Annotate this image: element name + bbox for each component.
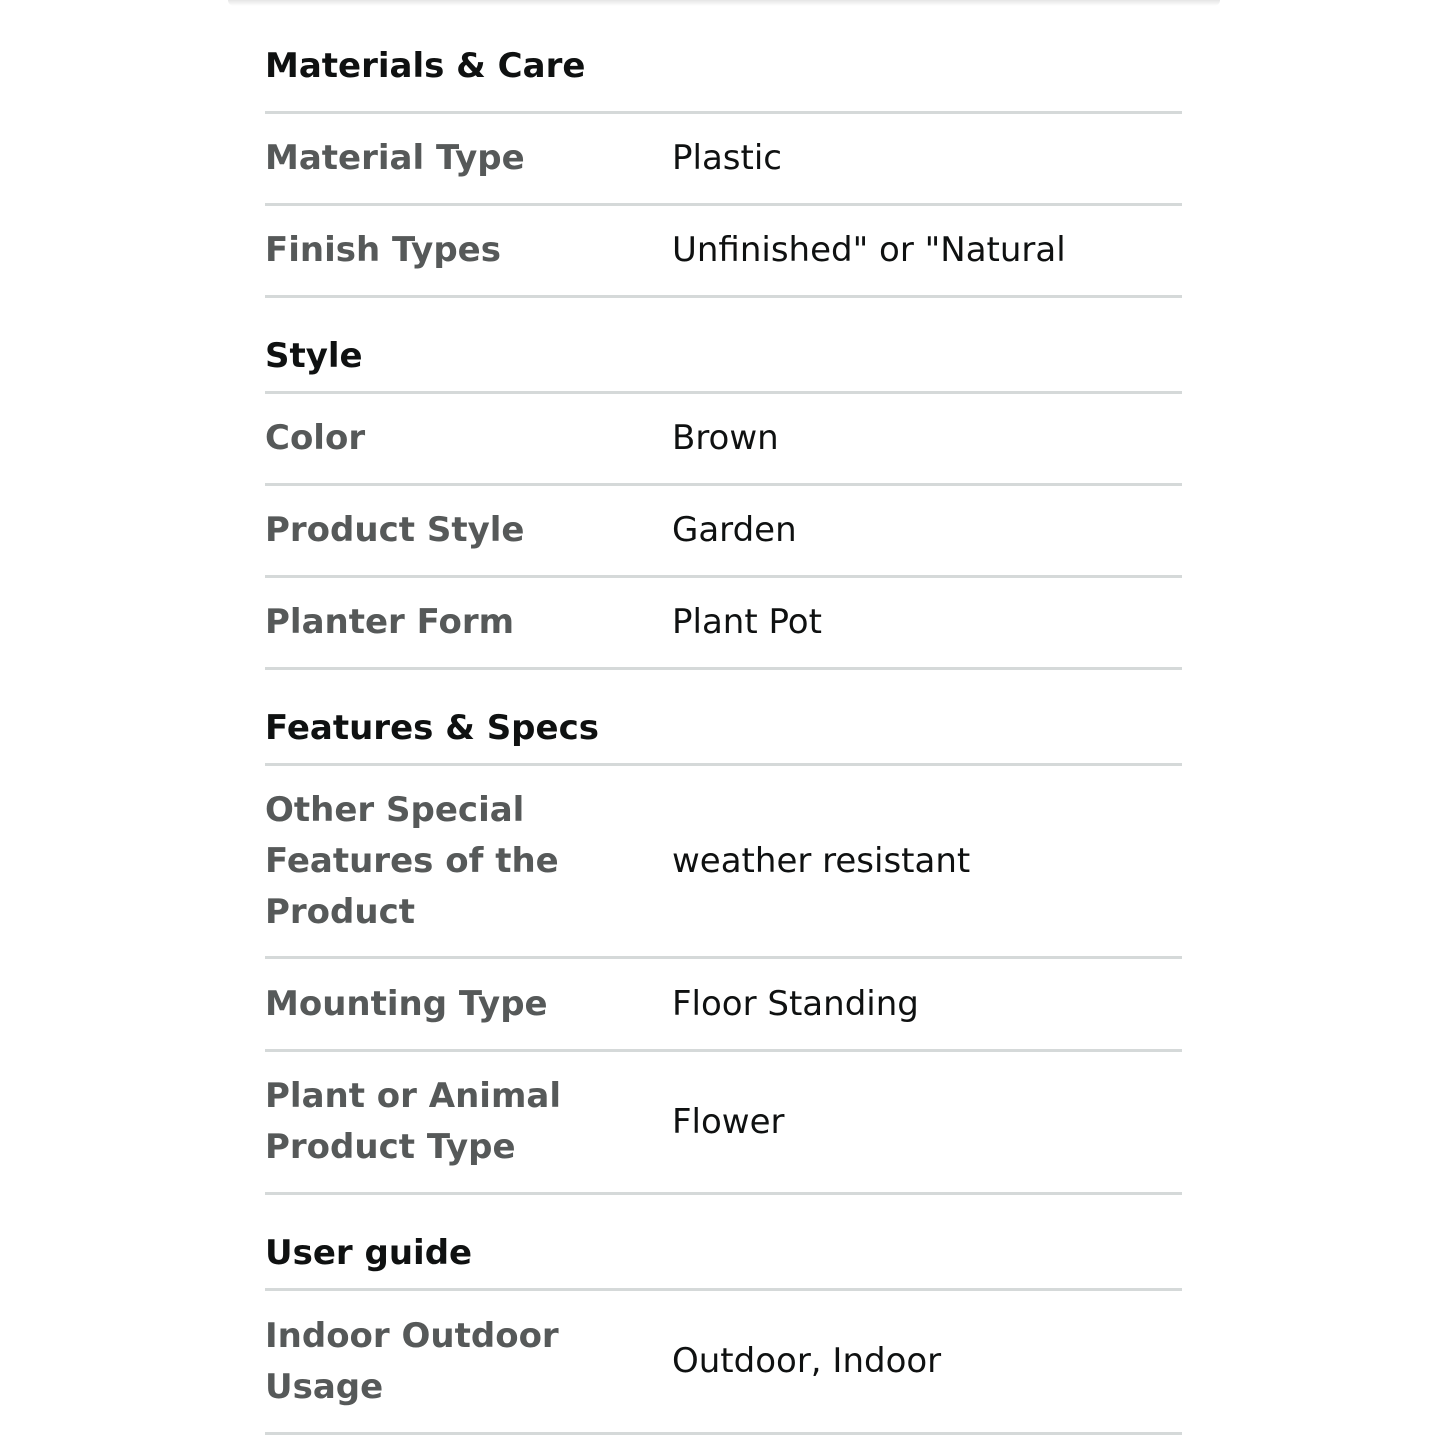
spec-value: Garden	[672, 510, 797, 550]
spec-label: Material Type	[265, 138, 525, 178]
spec-row-finish-types	[265, 206, 1182, 298]
spec-row-plant-or-animal-product-type	[265, 1052, 1182, 1195]
spec-label: Finish Types	[265, 230, 501, 270]
spec-label: Color	[265, 418, 366, 458]
section-title-materials-care: Materials & Care	[265, 0, 1182, 114]
spec-value: Unfinished" or "Natural	[672, 230, 1066, 270]
spec-row-color	[265, 394, 1182, 486]
spec-value: Floor Standing	[672, 983, 919, 1024]
spec-value: Outdoor, Indoor	[672, 1341, 942, 1381]
section-title-style: Style	[265, 298, 1182, 394]
spec-value: Flower	[672, 1101, 785, 1142]
spec-row-mounting-type	[265, 959, 1182, 1052]
spec-row-material-type	[265, 114, 1182, 206]
section-title-features-specs: Features & Specs	[265, 670, 1182, 766]
spec-value: Brown	[672, 418, 779, 458]
spec-value: Plastic	[672, 138, 782, 178]
spec-label: Plant or Animal Product Type	[265, 1076, 561, 1167]
product-specs-table	[265, 0, 1182, 1435]
spec-row-planter-form	[265, 578, 1182, 670]
spec-label: Product Style	[265, 510, 525, 550]
spec-row-other-special-features	[265, 766, 1182, 959]
section-title-user-guide: User guide	[265, 1195, 1182, 1291]
spec-label: Other Special Features of the Product	[265, 789, 559, 932]
spec-value: weather resistant	[672, 840, 971, 881]
spec-value: Plant Pot	[672, 602, 822, 642]
spec-label: Mounting Type	[265, 983, 548, 1024]
spec-row-product-style	[265, 486, 1182, 578]
spec-label: Indoor Outdoor Usage	[265, 1315, 559, 1407]
spec-row-indoor-outdoor-usage	[265, 1291, 1182, 1435]
spec-label: Planter Form	[265, 602, 515, 642]
